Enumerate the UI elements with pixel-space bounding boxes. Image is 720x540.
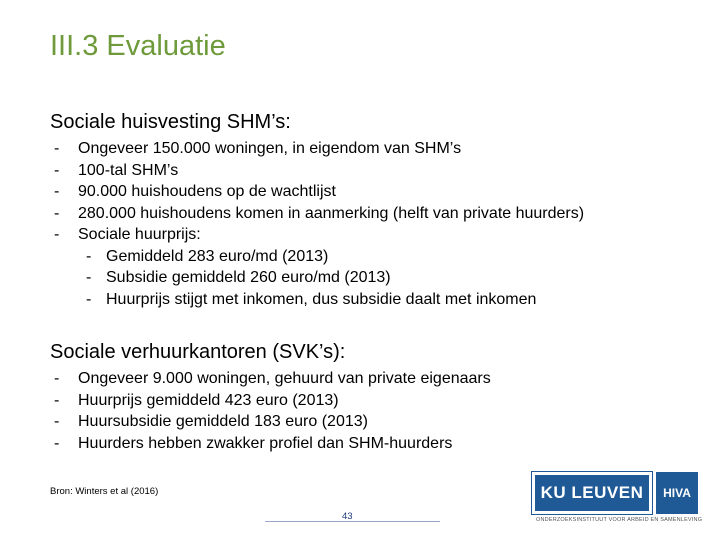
list-item: - Sociale huurprijs: (54, 226, 201, 243)
slide-title: III.3 Evaluatie (50, 30, 226, 62)
ku-leuven-logo-text: KU LEUVEN (540, 483, 644, 502)
list-item: - Huurprijs gemiddeld 423 euro (2013) (54, 391, 339, 409)
list-item: - Ongeveer 150.000 woningen, in eigendom van SHM’s (54, 140, 462, 157)
list-item: - Huurders hebben zwakker profiel dan SHM-huurders (54, 434, 453, 452)
logo-subtitle: ONDERZOEKSINSTITUUT VOOR ARBEID EN SAMENLEVING (536, 517, 703, 523)
sub-list-item: - Subsidie gemiddeld 260 euro/md (2013) (86, 269, 391, 286)
list-item: - 90.000 huishoudens op de wachtlijst (54, 183, 336, 200)
list-item: - Ongeveer 9.000 woningen, gehuurd van private eigenaars (54, 370, 491, 387)
footer-divider (265, 521, 440, 522)
svk-bullet-list (54, 368, 491, 454)
ku-leuven-hiva-logo (532, 472, 710, 530)
section-heading-shm: Sociale huisvesting SHM’s: (50, 111, 291, 133)
page-number: 43 (342, 511, 353, 522)
shm-bullet-list (54, 138, 584, 310)
source-citation: Bron: Winters et al (2016) (50, 486, 159, 497)
sub-list-item: - Gemiddeld 283 euro/md (2013) (86, 247, 329, 265)
list-item: - 280.000 huishoudens komen in aanmerking (helft van private huurders) (54, 204, 585, 222)
section-heading-svk: Sociale verhuurkantoren (SVK’s): (50, 341, 346, 363)
list-item: - Huursubsidie gemiddeld 183 euro (2013) (54, 413, 368, 430)
list-item: - 100-tal SHM’s (54, 161, 179, 179)
sub-list-item: - Huurprijs stijgt met inkomen, dus subsidie daalt met inkomen (86, 290, 537, 308)
hiva-logo-text: HIVA (663, 486, 691, 500)
